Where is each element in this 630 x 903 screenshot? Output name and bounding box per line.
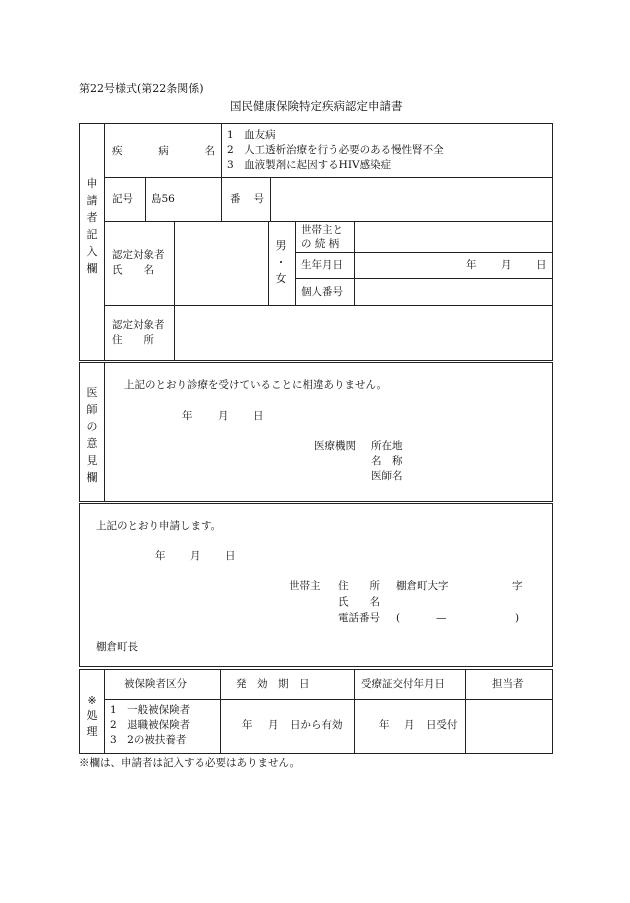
institution-name-label: 名 称 [371, 455, 403, 467]
header-staff: 担当者 [492, 678, 524, 690]
header-insured-type: 被保険者区分 [124, 678, 187, 690]
kigo-label: 記号 [112, 193, 133, 205]
householder-label: 世帯主 [289, 580, 321, 592]
header-issue-date: 受療証交付年月日 [361, 678, 445, 690]
staff-field[interactable] [467, 701, 551, 752]
insured-type-2[interactable]: 2 退職被保険者 [110, 719, 191, 731]
doctor-date-month: 月 [218, 410, 229, 422]
gender-selector[interactable]: 男 ・ 女 [275, 239, 287, 285]
applicant-section-label: 申 請 者 記 入 欄 [86, 177, 98, 276]
disease-label: 疾 病 名 [112, 145, 215, 157]
issue-day-unit: 日受付 [426, 719, 458, 731]
form-number: 第22号様式(第22条関係) [79, 82, 204, 95]
target-address-label-2: 住 所 [112, 334, 154, 346]
phone-label: 電話番号 [338, 612, 380, 624]
issue-year-unit: 年 [379, 719, 390, 731]
application-date-year: 年 [155, 550, 166, 562]
householder-address-value[interactable]: 棚倉町大字 [396, 580, 449, 592]
institution-location-label: 所在地 [371, 440, 403, 452]
householder-name-field[interactable] [396, 594, 526, 609]
target-address-label-1: 認定対象者 [112, 319, 165, 331]
householder-name-label: 氏 名 [338, 596, 380, 608]
disease-option-2[interactable]: 2 人工透析治療を行う必要のある慢性腎不全 [227, 144, 444, 156]
target-name-label-1: 認定対象者 [112, 249, 165, 261]
relation-field[interactable] [356, 223, 550, 251]
addressee: 棚倉町長 [96, 641, 138, 653]
personal-number-label: 個人番号 [301, 286, 343, 298]
phone-field[interactable] [404, 610, 512, 625]
doctor-statement: 上記のとおり診療を受けていることに相違ありません。 [124, 379, 388, 391]
birthdate-label: 生年月日 [301, 259, 343, 271]
application-date-day: 日 [225, 550, 236, 562]
householder-address-label: 住 所 [338, 580, 380, 592]
bango-field[interactable] [272, 179, 550, 219]
target-address-field[interactable] [176, 307, 550, 359]
footer-note: ※欄は、申請者は記入する必要はありません。 [79, 757, 301, 769]
birthdate-month-unit: 月 [501, 259, 512, 271]
relation-label-2: の 続 柄 [301, 238, 340, 250]
effective-month-unit: 月 [268, 719, 279, 731]
birthdate-year-unit: 年 [466, 259, 477, 271]
effective-year-unit: 年 [242, 719, 253, 731]
phone-dash: — [436, 612, 447, 624]
target-name-label-2: 氏 名 [112, 264, 154, 276]
issue-month-unit: 月 [404, 719, 415, 731]
institution-label: 医療機関 [314, 440, 356, 452]
phone-close-paren: ) [515, 612, 520, 624]
effective-day-unit: 日から有効 [290, 719, 343, 731]
doctor-date-day: 日 [253, 410, 264, 422]
disease-option-1[interactable]: 1 血友病 [227, 129, 276, 141]
bango-label: 番 号 [230, 193, 264, 205]
householder-address-suffix: 字 [512, 580, 523, 592]
doctor-section-label: 医 師 の 意 見 欄 [86, 386, 98, 485]
personal-number-field[interactable] [356, 280, 550, 303]
form-title: 国民健康保険特定疾病認定申請書 [230, 99, 403, 113]
birthdate-day-unit: 日 [536, 259, 547, 271]
phone-open-paren: ( [396, 612, 401, 624]
application-statement: 上記のとおり申請します。 [96, 520, 222, 532]
insured-type-1[interactable]: 1 一般被保険者 [110, 704, 191, 716]
kigo-value[interactable]: 島56 [151, 193, 175, 205]
relation-label-1: 世帯主と [301, 224, 343, 236]
header-effective-date: 発 効 期 日 [236, 678, 310, 690]
disease-option-3[interactable]: 3 血液製剤に起因するHIV感染症 [227, 159, 392, 171]
office-section-label: ※ 処 理 [86, 694, 98, 738]
application-date-month: 月 [190, 550, 201, 562]
insured-type-3[interactable]: 3 2の被扶養者 [110, 734, 187, 746]
doctor-name-label: 医師名 [371, 470, 403, 482]
doctor-date-year: 年 [182, 410, 193, 422]
target-name-field[interactable] [176, 223, 266, 303]
